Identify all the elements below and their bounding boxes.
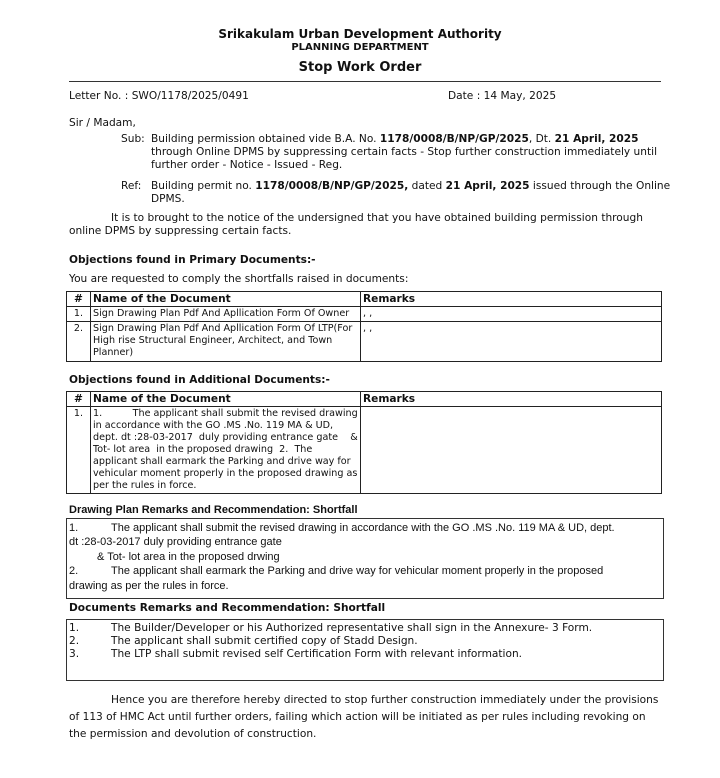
date-label: Date : [448,90,481,102]
row-number: 2. [67,322,91,362]
subject-label: Sub: [121,133,145,145]
row-document-name: Sign Drawing Plan Pdf And Apllication Form Of Owner [91,307,361,322]
row-remarks: , , [361,322,662,362]
col-header-document: Name of the Document [91,292,361,307]
document-remark-item [69,622,661,635]
row-number: 1. [67,307,91,322]
drawing-remark-line [69,564,661,578]
reference-permit-number: 1178/0008/B/NP/GP/2025, [255,180,409,192]
subject-part: Building permission obtained vide B.A. No. [151,133,380,145]
col-header-remarks: Remarks [361,392,662,407]
date-value: 14 May, 2025 [483,90,557,102]
drawing-remark-line [69,579,661,593]
document-remarks-box [66,619,664,681]
intro-paragraph: It is to brought to the notice of the undersigned that you have obtained building permission through online DPMS by suppressing certain facts. [69,212,643,237]
additional-documents-table [66,391,662,494]
reference-text [151,180,671,206]
organization-name: Srikakulam Urban Development Authority [218,27,502,41]
primary-objections-heading: Objections found in Primary Documents:- [69,254,316,266]
letter-label: Letter No. : [69,90,129,102]
table-header-row [67,392,662,407]
remark-text: The applicant shall earmark the Parking and drive way for vehicular moment properly in the proposed [111,565,604,578]
subject-part: through Online DPMS by suppressing certain facts - Stop further construction immediately until further order - Notice - Issued - Reg. [151,146,658,171]
letter-number [69,90,249,103]
reference-label: Ref: [121,180,142,192]
primary-documents-table [66,291,662,362]
table-row [67,322,662,362]
document-remark-item [69,648,661,661]
header-divider [69,81,661,82]
subject-date: 21 April, 2025 [554,133,639,145]
remark-text: dt :28-03-2017 duly providing entrance gate [69,536,282,549]
department-name: PLANNING DEPARTMENT [291,42,429,53]
remark-number: 1. [69,622,80,634]
primary-instruction: You are requested to comply the shortfalls raised in documents: [69,273,409,285]
remark-number: 2. [69,635,80,647]
letter-value: SWO/1178/2025/0491 [131,90,249,102]
table-header-row [67,292,662,307]
row-document-name: 1. The applicant shall submit the revised drawing in accordance with the GO .MS .No. 119 MA & UD, dept. dt :28-03-2017 duly providing entrance gate & Tot- lot area in the proposed drawing 2. The applicant shall earmark the Parking and drive way for vehicular moment properly in the proposed drawing as per the rules in force. [91,407,361,494]
remark-text: The applicant shall submit the revised drawing in accordance with the GO .MS .No. 119 MA & UD, dept. [111,522,615,534]
remark-text: & Tot- lot area in the proposed drwing [97,550,280,563]
remark-number: 2. [69,565,79,578]
salutation: Sir / Madam, [69,117,136,129]
row-document-name: Sign Drawing Plan Pdf And Apllication Form Of LTP(For High rise Structural Engineer, Architect, and Town Planner) [91,322,361,362]
letter-date [448,90,556,103]
drawing-remark-line [69,550,661,564]
table-row [67,307,662,322]
drawing-remarks-heading: Drawing Plan Remarks and Recommendation: Shortfall [69,504,358,516]
col-header-number: # [67,292,91,307]
reference-part: issued through the Online DPMS. [151,180,671,205]
closing-paragraph: Hence you are therefore hereby directed to stop further construction immediately under the provisions of 113 of HMC Act until further orders, failing which action will be initiated as per rules including revoking on the permission and devolution of construction. [69,694,659,740]
document-remark-item [69,635,661,648]
remark-text: The applicant shall submit certified copy of Stadd Design. [111,635,418,647]
subject-ba-number: 1178/0008/B/NP/GP/2025 [379,133,529,145]
subject-part: , Dt. [528,133,555,145]
reference-part: Building permit no. [151,180,256,192]
document-title: Stop Work Order [298,60,422,75]
reference-date: 21 April, 2025 [445,180,530,192]
drawing-remark-line [69,521,661,535]
reference-part: dated [408,180,446,192]
remark-number: 1. [69,522,79,534]
drawing-remark-line [69,535,661,549]
drawing-remarks-box [66,518,664,599]
remark-text: drawing as per the rules in force. [69,579,229,592]
row-remarks [361,407,662,494]
row-remarks: , , [361,307,662,322]
remark-number: 3. [69,648,80,660]
table-row [67,407,662,494]
col-header-document: Name of the Document [91,392,361,407]
col-header-number: # [67,392,91,407]
subject-text [151,133,671,172]
additional-objections-heading: Objections found in Additional Documents:- [69,374,330,386]
remark-text: The LTP shall submit revised self Certification Form with relevant information. [111,648,523,660]
document-remarks-heading: Documents Remarks and Recommendation: Shortfall [69,602,386,614]
row-number: 1. [67,407,91,494]
col-header-remarks: Remarks [361,292,662,307]
remark-text: The Builder/Developer or his Authorized representative shall sign in the Annexure- 3 Form. [111,622,593,634]
